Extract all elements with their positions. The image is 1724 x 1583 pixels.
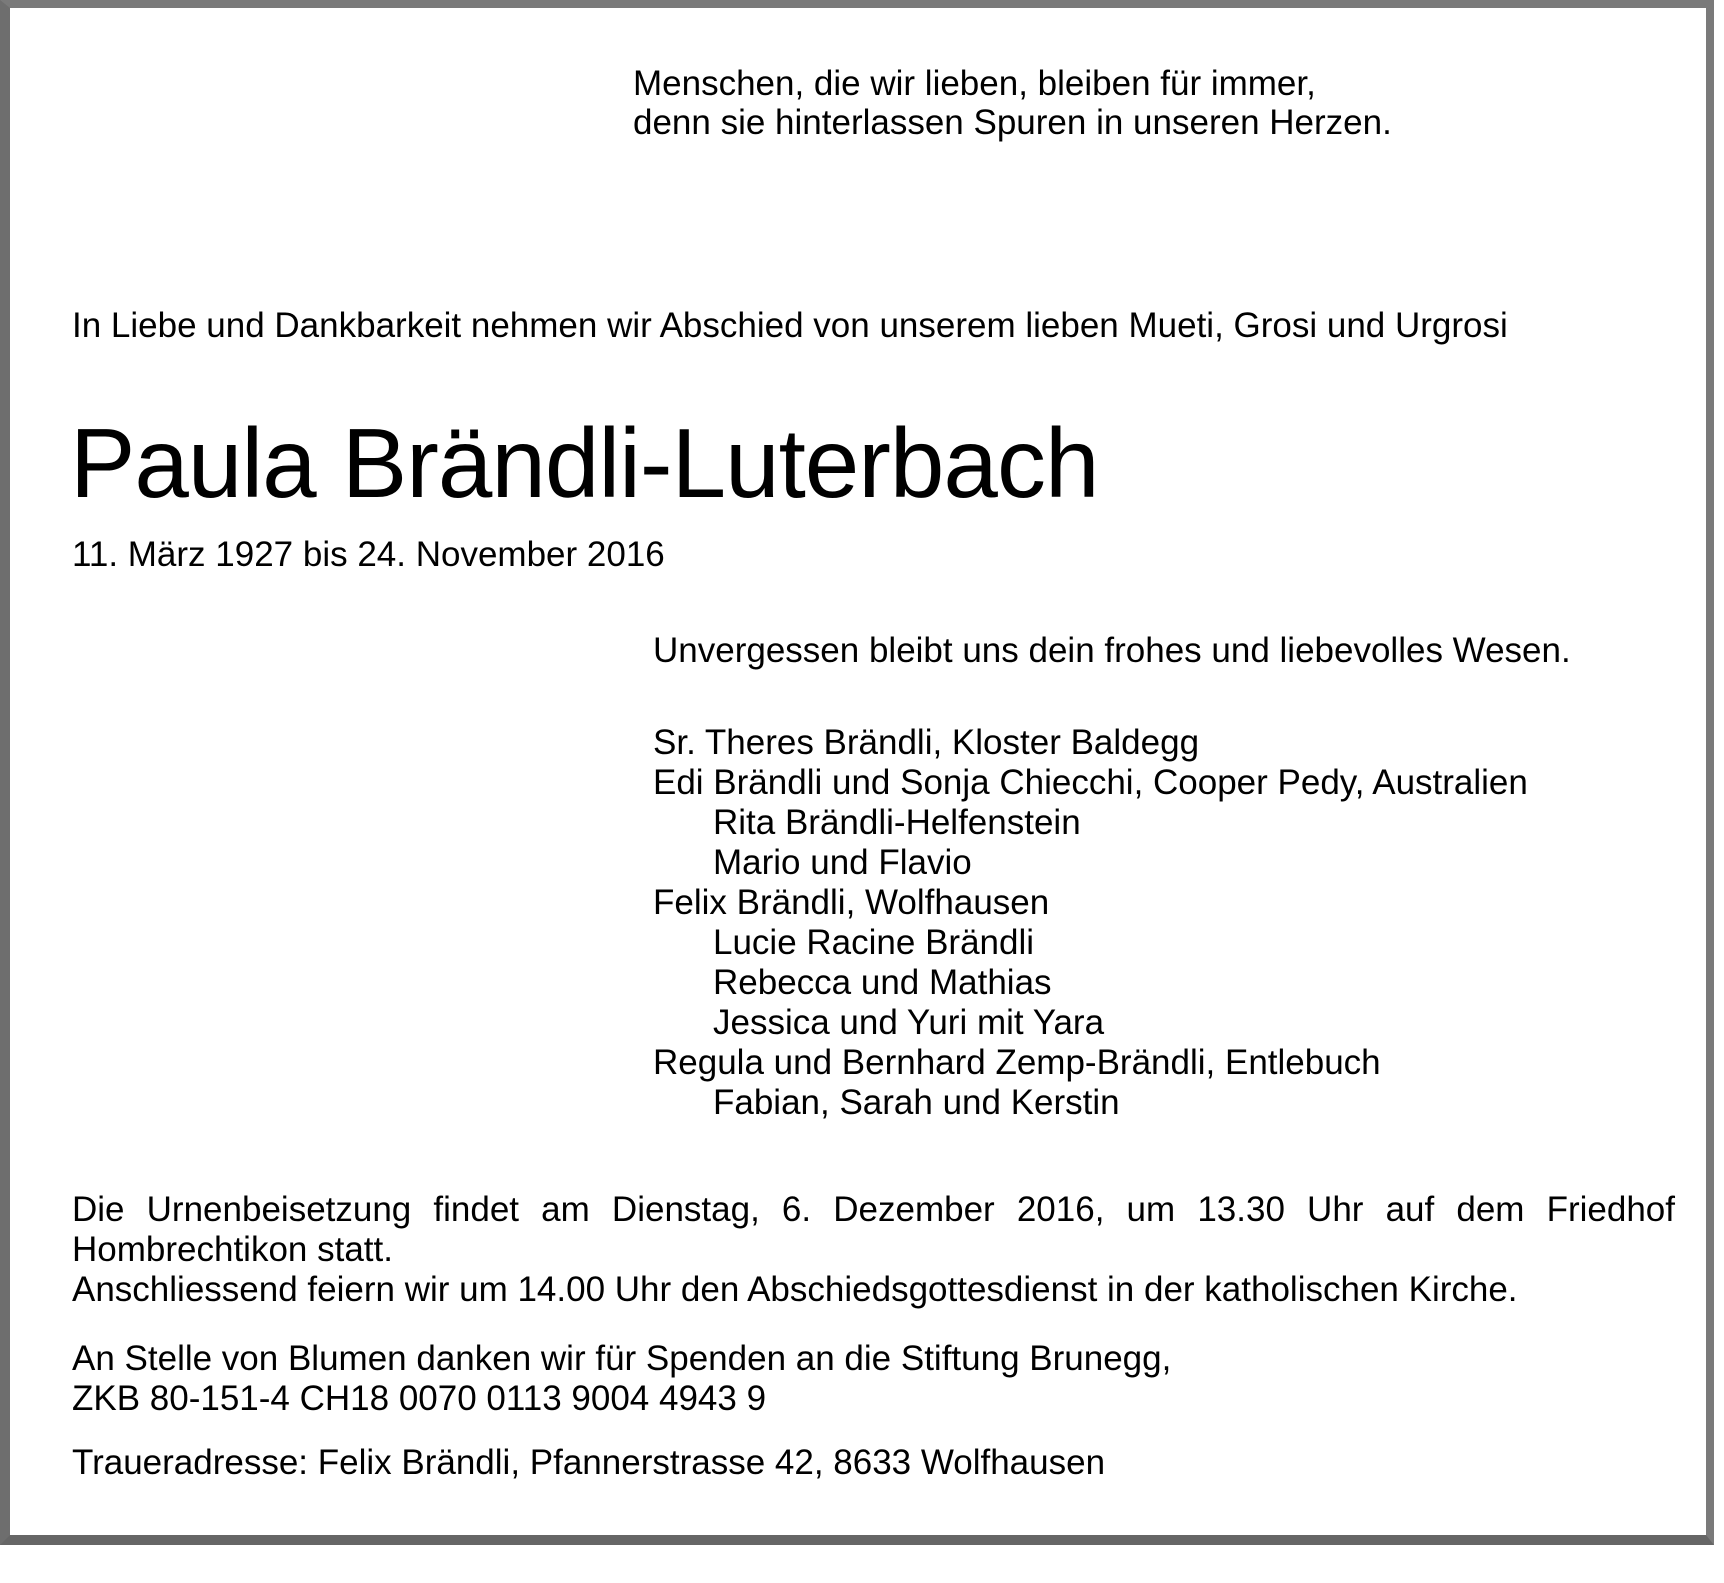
tribute-text: Unvergessen bleibt uns dein frohes und liebevolles Wesen. xyxy=(653,631,1571,670)
family-member: Rita Brändli-Helfenstein xyxy=(713,803,1081,842)
intro-text: In Liebe und Dankbarkeit nehmen wir Abschied von unserem lieben Mueti, Grosi und Urgrosi xyxy=(72,306,1508,345)
life-dates: 11. März 1927 bis 24. November 2016 xyxy=(72,535,665,574)
deceased-name: Paula Brändli-Luterbach xyxy=(70,408,1099,518)
family-member: Rebecca und Mathias xyxy=(713,963,1052,1002)
service-info xyxy=(72,1190,1675,1310)
donation-account: ZKB 80-151-4 CH18 0070 0113 9004 4943 9 xyxy=(72,1379,767,1418)
family-list xyxy=(653,723,1528,1123)
family-member: Regula und Bernhard Zemp-Brändli, Entlebuch xyxy=(653,1043,1381,1082)
family-member: Felix Brändli, Wolfhausen xyxy=(653,883,1050,922)
service-line-3: Anschliessend feiern wir um 14.00 Uhr den Abschiedsgottesdienst in der katholischen Kirche. xyxy=(72,1270,1518,1309)
family-member: Fabian, Sarah und Kerstin xyxy=(713,1083,1120,1122)
motto-line-1: Menschen, die wir lieben, bleiben für immer, xyxy=(633,64,1316,103)
service-line-2: Hombrechtikon statt. xyxy=(72,1230,393,1269)
family-member: Lucie Racine Brändli xyxy=(713,923,1035,962)
donation-info xyxy=(72,1339,1171,1419)
family-member: Sr. Theres Brändli, Kloster Baldegg xyxy=(653,723,1200,762)
family-member: Edi Brändli und Sonja Chiecchi, Cooper Pedy, Australien xyxy=(653,763,1528,802)
mourning-address: Traueradresse: Felix Brändli, Pfannerstrasse 42, 8633 Wolfhausen xyxy=(72,1443,1106,1482)
service-line-1: Die Urnenbeisetzung findet am Dienstag, 6. Dezember 2016, um 13.30 Uhr auf dem Friedhof xyxy=(72,1190,1675,1229)
family-member: Mario und Flavio xyxy=(713,843,972,882)
motto-line-2: denn sie hinterlassen Spuren in unseren Herzen. xyxy=(633,103,1392,142)
motto-quote xyxy=(633,64,1392,142)
donation-line-1: An Stelle von Blumen danken wir für Spenden an die Stiftung Brunegg, xyxy=(72,1339,1172,1378)
family-member: Jessica und Yuri mit Yara xyxy=(713,1003,1105,1042)
